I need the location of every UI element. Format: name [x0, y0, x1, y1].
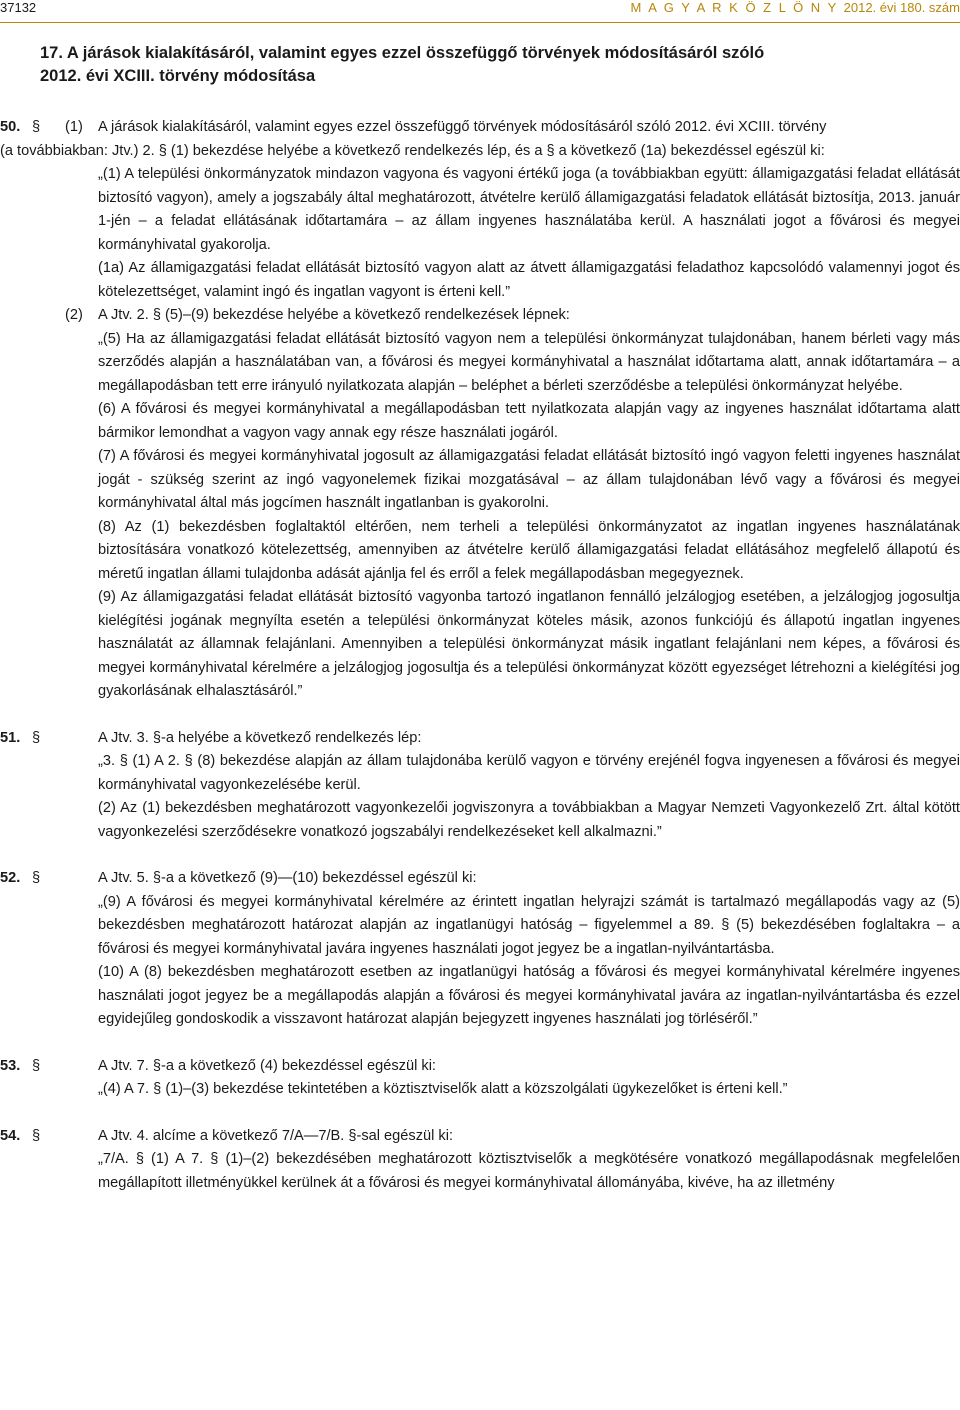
title-line-2: 2012. évi XCIII. törvény módosítása	[40, 67, 316, 85]
quoted-paragraph: (10) A (8) bekezdésben meghatározott esetben az ingatlanügyi hatóság a fővárosi és megyei kormányhivatal kérelmére ingyenes használati jogot jegyez be a megállapodás alapján a fővárosi és megyei kormányhivatal javára az ingatlan-nyilvántartásba és ezzel egyidejűleg gondoskodik a visszavont határozat alapján bejegyzett ingyenes használati jog törléséről.”	[98, 964, 960, 1027]
quoted-paragraph: (6) A fővárosi és megyei kormányhivatal a megállapodásban tett nyilatkozata alapján vagy az ingyenes használat időtartama alatt bármikor lemondhat a vagyon vagy annak egy része használati jogáról.	[98, 401, 960, 441]
paragraph	[98, 116, 960, 140]
section-54	[0, 1125, 960, 1196]
paragraph: A Jtv. 3. §-a helyébe a következő rendelkezés lép:	[98, 729, 422, 746]
quoted-paragraph: (9) Az államigazgatási feladat ellátását biztosító vagyonba tartozó ingatlanon fennálló jelzálogjog esetében, a jelzálogjog jogosultja kielégítési jogának megnyílta esetén a települési önkormányzat köteles másik, azonos funkciójú és állapotú ingatlan ingyenes használatát az államnak felajánlani. Amennyiben a települési önkormányzat másik ingatlant felajánlani nem képes, a fővárosi és megyei kormányhivatal kérelmére a jelzálogjog jogosultja és a települési önkormányzat között egyezséget létrehozni a kielégítési jog gyakorlásának elhalasztásáról.”	[98, 589, 960, 699]
section-52	[0, 867, 960, 1032]
quoted-paragraph: (1a) Az államigazgatási feladat ellátását biztosító vagyon alatt az átvett államigazgatási feladathoz kapcsolódó valamennyi jogot és kötelezettséget, valamint ingó és ingatlan vagyont is érteni kell.”	[98, 260, 960, 300]
quoted-paragraph: „7/A. § (1) A 7. § (1)–(2) bekezdésében meghatározott köztisztviselők a megkötésére vonatkozó megállapodásnak megfelelően megállapított illetményükkel kerülnek át a fővárosi és megyei kormányhivatal állományába, kivéve, ha az illetmény	[98, 1151, 960, 1191]
quoted-paragraph: „(5) Ha az államigazgatási feladat ellátását biztosító vagyon nem a települési önkormányzat tulajdonában, hanem bérleti vagy más szerződés alapján a használatában van, a fővárosi és megyei kormányhivatal a használat időtartama alatt, annak időtartamára – a megállapodásban tett erre irányuló nyilatkozata alapján – beléphet a bérleti szerződésbe a települési önkormányzat helyébe.	[98, 330, 960, 394]
section-number: 54.	[0, 1127, 21, 1144]
subsection-number: (1)	[65, 119, 83, 135]
quoted-paragraph: „3. § (1) A 2. § (8) bekezdése alapján az állam tulajdonába kerülő vagyon e törvény erejénél fogva ingyenesen a fővárosi és megyei kormányhivatal vagyonkezelésébe kerül.	[98, 753, 960, 793]
section-sign: §	[32, 119, 41, 135]
quoted-paragraph: „(4) A 7. § (1)–(3) bekezdése tekintetében a köztisztviselők alatt a közszolgálati ügykezelőket is érteni kell.”	[98, 1081, 788, 1097]
section-sign: §	[32, 870, 41, 886]
paragraph-text: A járások kialakításáról, valamint egyes ezzel összefüggő törvények módosításáról szóló 2012. évi XCIII. törvény	[98, 119, 827, 135]
subsection-number: (2)	[65, 307, 83, 323]
section-sign: §	[32, 1057, 41, 1074]
paragraph: (a továbbiakban: Jtv.) 2. § (1) bekezdése helyébe a következő rendelkezés lép, és a § a következő (1a) bekezdéssel egészül ki:	[0, 142, 825, 159]
section-number: 52.	[0, 870, 21, 886]
quoted-paragraph: (7) A fővárosi és megyei kormányhivatal jogosult az államigazgatási feladat ellátását biztosító ingó vagyon feletti ingyenes használat jogát - szükség szerint az ingó vagyonelemek fizikai mozgatásával – az állam tulajdonában lévő vagy a fővárosi és megyei kormányhivatal által más jogcímen használt ingatlanban is gyakorolni.	[98, 448, 960, 511]
section-51	[0, 727, 960, 845]
section-50	[0, 116, 960, 704]
quoted-paragraph: „(9) A fővárosi és megyei kormányhivatal kérelmére az érintett ingatlan helyrajzi számát is tartalmazó megállapodás vagy az (5) bekezdésben meghatározott határozat alapján az ingatlanügyi hatóság – figyelemmel a 89. § (5) bekezdésében foglaltakra – a fővárosi és megyei kormányhivatal javára ingyenes használati jogot jegyez be a ingatlan-nyilvántartásba.	[98, 893, 960, 957]
section-title	[40, 42, 900, 88]
paragraph: A Jtv. 4. alcíme a következő 7/A—7/B. §-sal egészül ki:	[98, 1127, 454, 1144]
paragraph: A Jtv. 7. §-a a következő (4) bekezdéssel egészül ki:	[98, 1057, 436, 1074]
journal-issue: 2012. évi 180. szám	[843, 0, 960, 15]
section-sign: §	[32, 729, 41, 746]
quoted-paragraph: (8) Az (1) bekezdésben foglaltaktól eltérően, nem terheli a települési önkormányzatot az ingatlan ingyenes használatának biztosítására vonatkozó kötelezettség, amennyiben az átvételre kerülő államigazgatási feladat ellátásához megfelelő állapotú és méretű ingatlan állami tulajdonba adását ajánlja fel és erről a felek megállapodásban megegyeznek.	[98, 518, 960, 582]
quoted-paragraph: „(1) A települési önkormányzatok mindazon vagyona és vagyoni értékű joga (a továbbiakban együtt: államigazgatási feladat ellátását biztosító vagyon), amely a jogszabály által meghatározott, átvételre kerülő államigazgatási feladatok ellátását biztosítja, 2013. január 1-jén – a feladat ellátásának időtartamára – az állam ingyenes használatába kerül. A használati jogot a fővárosi és megyei kormányhivatal gyakorolja.	[98, 166, 960, 253]
journal-name: M A G Y A R K Ö Z L Ö N Y	[630, 0, 839, 15]
section-sign: §	[32, 1127, 41, 1144]
paragraph: A Jtv. 5. §-a a következő (9)—(10) bekezdéssel egészül ki:	[98, 870, 477, 886]
document-body	[0, 116, 960, 1195]
section-number: 51.	[0, 729, 21, 746]
journal-header	[630, 1, 960, 15]
page-header	[0, 0, 960, 23]
section-number: 50.	[0, 119, 21, 135]
section-53	[0, 1055, 960, 1102]
title-line-1: 17. A járások kialakításáról, valamint egyes ezzel összefüggő törvények módosításáról szóló	[40, 44, 765, 62]
paragraph: A Jtv. 2. § (5)–(9) bekezdése helyébe a következő rendelkezések lépnek:	[98, 307, 570, 323]
subsection-2	[65, 304, 960, 328]
section-number: 53.	[0, 1057, 21, 1074]
quoted-paragraph: (2) Az (1) bekezdésben meghatározott vagyonkezelői jogviszonyra a továbbiakban a Magyar Nemzeti Vagyonkezelő Zrt. által kötött vagyonkezelési szerződésekre vonatkozó jogszabályi rendelkezéseket kell alkalmazni.”	[98, 800, 960, 840]
page-number: 37132	[0, 0, 37, 15]
